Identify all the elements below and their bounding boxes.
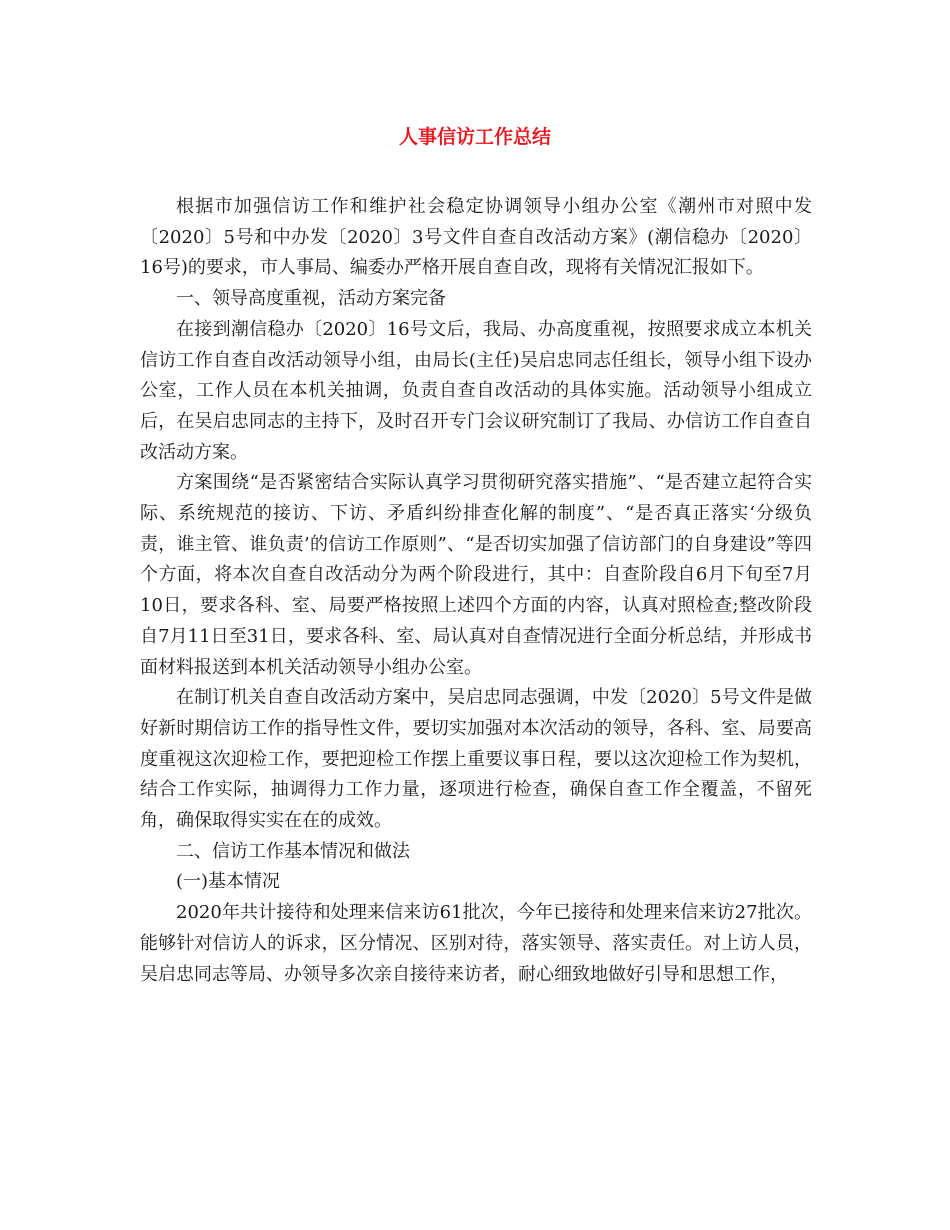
paragraph-basic-situation: 2020年共计接待和处理来信来访61批次，今年已接待和处理来信来访27批次。能够针对信访人的诉求，区分情况、区别对待，落实领导、落实责任。对上访人员，吴启忠同志等局、办领导多次亲自接待来访者，耐心细致地做好引导和思想工作， (140, 902, 812, 985)
subsection-heading-1: (一)基本情况 (176, 871, 281, 893)
paragraph-leadership: 在接到潮信稳办〔2020〕16号文后，我局、办高度重视，按照要求成立本机关信访工作自查自改活动领导小组，由局长(主任)吴启忠同志任组长，领导小组下设办公室，工作人员在本机关抽调，负责自查自改活动的具体实施。活动领导小组成立后，在吴启忠同志的主持下，及时召开专门会议研究制订了我局、办信访工作自查自改活动方案。 (140, 318, 812, 463)
section-heading-2: 二、信访工作基本情况和做法 (176, 840, 410, 862)
document-body (140, 192, 812, 990)
document-title: 人事信访工作总结 (398, 126, 551, 148)
paragraph-intro: 根据市加强信访工作和维护社会稳定协调领导小组办公室《潮州市对照中发〔2020〕5号和中办发〔2020〕3号文件自查自改活动方案》(潮信稳办〔2020〕16号)的要求，市人事局、编委办严格开展自查自改，现将有关情况汇报如下。 (140, 196, 812, 279)
paragraph-emphasis: 在制订机关自查自改活动方案中，吴启忠同志强调，中发〔2020〕5号文件是做好新时期信访工作的指导性文件，要切实加强对本次活动的领导，各科、室、局要高度重视这次迎检工作，要把迎检工作摆上重要议事日程，要以这次迎检工作为契机，结合工作实际，抽调得力工作力量，逐项进行检查，确保自查工作全覆盖，不留死角，确保取得实实在在的成效。 (140, 687, 812, 832)
section-heading-1: 一、领导高度重视，活动方案完备 (176, 288, 446, 310)
paragraph-plan: 方案围绕“是否紧密结合实际认真学习贯彻研究落实措施”、“是否建立起符合实际、系统规范的接访、下访、矛盾纠纷排查化解的制度”、“是否真正落实‘分级负责，谁主管、谁负责’的信访工作原则”、“是否切实加强了信访部门的自身建设”等四个方面，将本次自查自改活动分为两个阶段进行，其中：自查阶段自6月下旬至7月10日，要求各科、室、局要严格按照上述四个方面的内容，认真对照检查;整改阶段自7月11日至31日，要求各科、室、局认真对自查情况进行全面分析总结，并形成书面材料报送到本机关活动领导小组办公室。 (140, 472, 812, 678)
